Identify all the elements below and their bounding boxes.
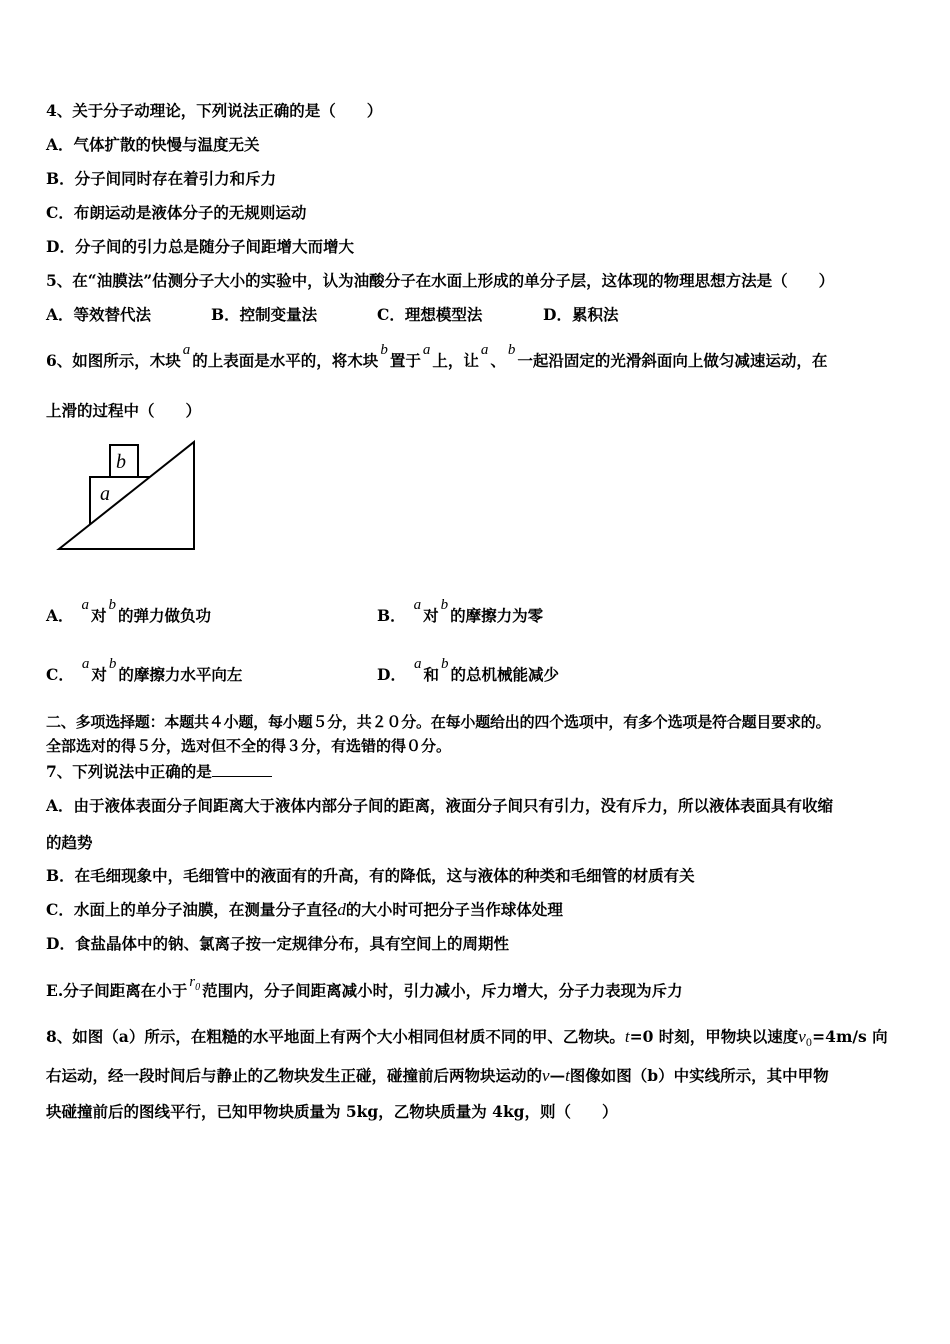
q6-text: 、: [490, 351, 506, 370]
q5-option-d: D．累积法: [543, 305, 619, 324]
var-b: b: [507, 342, 516, 358]
q7-option-a-line1: A．由于液体表面分子间距离大于液体内部分子间的距离，液面分子间只有引力，没有斥力，所以液体表面具有收缩: [46, 796, 834, 815]
var-v: v: [542, 1066, 550, 1085]
q6-option-a: [46, 597, 212, 627]
var-a: a: [81, 656, 90, 672]
q6-stem-line2: 上滑的过程中（ ）: [46, 401, 202, 420]
section2-line2: 全部选对的得５分，选对但不全的得３分，有选错的得０分。: [46, 737, 452, 755]
option-text: 的摩擦力水平向左: [118, 665, 243, 684]
block-b-label: b: [116, 451, 126, 473]
q7-stem: [46, 762, 272, 782]
var-b: b: [440, 597, 449, 613]
option-label: D．: [377, 665, 406, 684]
option-text: C．水面上的单分子油膜，在测量分子直径: [46, 900, 338, 919]
option-text: E.分子间距离在小于: [46, 981, 188, 1000]
var-b: b: [108, 597, 117, 613]
q4-option-c: C．布朗运动是液体分子的无规则运动: [46, 203, 307, 222]
answer-blank: [212, 762, 272, 777]
section2-line1: 二、多项选择题：本题共４小题，每小题５分，共２０分。在每小题给出的四个选项中，有多个选项是符合题目要求的。: [46, 713, 831, 731]
var-d: d: [337, 900, 346, 919]
q6-text: 上，让: [432, 351, 479, 370]
var-b: b: [380, 342, 388, 358]
option-text: 对: [91, 606, 107, 625]
var-a: a: [413, 656, 422, 672]
q7-option-a-line2: 的趋势: [46, 833, 93, 852]
q7-option-c: [46, 900, 563, 920]
q5-option-a: A．等效替代法: [46, 305, 152, 324]
var-t: t: [624, 1027, 630, 1046]
q6-text: 置于: [389, 351, 421, 370]
option-label: A．: [46, 606, 74, 625]
q6-option-b: [377, 597, 544, 627]
option-text: 的大小时可把分子当作球体处理: [345, 900, 563, 919]
var-a: a: [422, 342, 431, 358]
q8-line1: [46, 1027, 888, 1054]
var-a: a: [81, 597, 90, 613]
block-a-label: a: [100, 483, 110, 505]
var-a: a: [182, 342, 191, 358]
var-v: v: [798, 1027, 806, 1046]
q4-option-d: D．分子间的引力总是随分子间距增大而增大: [46, 237, 354, 256]
q4-option-a: A．气体扩散的快慢与温度无关: [46, 135, 260, 154]
q8-text: 8、如图（a）所示，在粗糙的水平地面上有两个大小相同但材质不同的甲、乙物块。: [46, 1027, 625, 1046]
var-b: b: [440, 656, 449, 672]
q7-option-b: B．在毛细现象中，毛细管中的液面有的升高，有的降低，这与液体的种类和毛细管的材质有关: [46, 866, 695, 885]
var-t: t: [565, 1066, 570, 1085]
q7-option-e: [46, 974, 683, 1008]
q8-text: =4m/s 向: [812, 1027, 888, 1046]
q8-line3: 块碰撞前后的图线平行，已知甲物块质量为 5kg，乙物块质量为 4kg，则（ ）: [46, 1102, 618, 1121]
var-r0: [189, 974, 201, 993]
option-text: 对: [423, 606, 439, 625]
q4-stem: 4、关于分子动理论，下列说法正确的是（ ）: [46, 101, 383, 120]
q6-text: 一起沿固定的光滑斜面向上做匀减速运动，在: [517, 351, 828, 370]
q6-text: 6、如图所示，木块: [46, 351, 181, 370]
q8-text: =0 时刻，甲物块以速度: [629, 1027, 799, 1046]
var-r: r: [189, 974, 196, 990]
q6-option-c: [46, 656, 243, 686]
q5-stem: 5、在“油膜法”估测分子大小的实验中，认为油酸分子在水面上形成的单分子层，这体现的物理思想方法是（ ）: [46, 271, 835, 290]
var-b: b: [108, 656, 117, 672]
q6-text: 的上表面是水平的，将木块: [192, 351, 379, 370]
option-text: 的摩擦力为零: [450, 606, 544, 625]
q5-option-b: B．控制变量法: [211, 305, 318, 324]
q6-stem-line1: [46, 342, 828, 372]
q8-text: 右运动，经一段时间后与静止的乙物块发生正碰，碰撞前后两物块运动的: [46, 1066, 543, 1085]
option-text: 范围内，分子间距离减小时，引力减小，斥力增大，分子力表现为斥力: [202, 981, 683, 1000]
option-text: 对: [91, 665, 107, 684]
option-text: 和: [423, 665, 439, 684]
q8-text: 图像如图（b）中实线所示，其中甲物: [569, 1066, 829, 1085]
dash: —: [549, 1066, 566, 1085]
q4-option-b: B．分子间同时存在着引力和斥力: [46, 169, 277, 188]
option-text: 的弹力做负功: [118, 606, 212, 625]
option-label: C．: [46, 665, 74, 684]
option-text: 的总机械能减少: [450, 665, 559, 684]
var-r-sub: 0: [195, 982, 201, 993]
q5-option-c: C．理想模型法: [377, 305, 483, 324]
var-a: a: [413, 597, 422, 613]
var-a: a: [480, 342, 489, 358]
q6-option-d: [377, 656, 559, 686]
incline-figure: [54, 437, 199, 552]
q7-option-d: D．食盐晶体中的钠、氯离子按一定规律分布，具有空间上的周期性: [46, 934, 509, 953]
var-v-sub: 0: [805, 1038, 813, 1050]
q8-line2: [46, 1066, 829, 1086]
option-label: B．: [377, 606, 406, 625]
q7-stem-text: 7、下列说法中正确的是: [46, 762, 212, 781]
